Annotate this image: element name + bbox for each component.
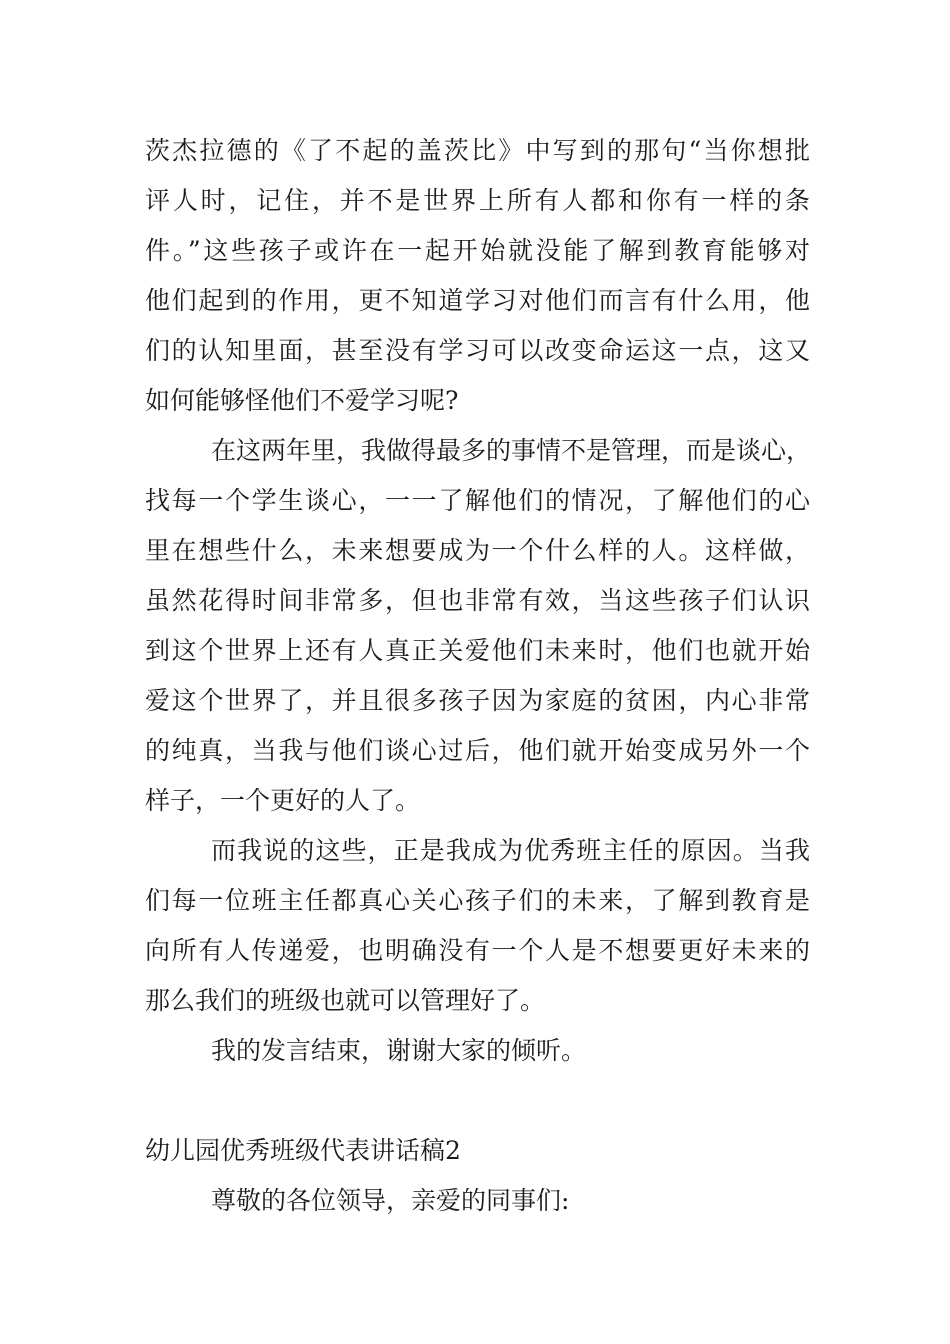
text-line: 如何能够怪他们不爱学习呢?: [145, 386, 459, 415]
text-line: 那么我们的班级也就可以管理好了。: [145, 986, 546, 1015]
text-line: 评人时，记住，并不是世界上所有人都和你有一样的条: [145, 186, 810, 215]
text-line: 我的发言结束，谢谢大家的倾听。: [211, 1036, 587, 1065]
paragraph: [145, 126, 810, 426]
section-title: 幼儿园优秀班级代表讲话稿2: [145, 1136, 461, 1165]
text-line: 样子，一个更好的人了。: [145, 786, 421, 815]
text-line: 件。”这些孩子或许在一起开始就没能了解到教育能够对: [145, 236, 810, 265]
text-line: 而我说的这些，正是我成为优秀班主任的原因。当我: [211, 836, 810, 865]
text-line: 茨杰拉德的《了不起的盖茨比》中写到的那句“当你想批: [145, 136, 810, 165]
paragraph: [145, 826, 810, 1026]
text-line: 们每一位班主任都真心关心孩子们的未来，了解到教育是: [145, 886, 810, 915]
greeting: 尊敬的各位领导，亲爱的同事们:: [211, 1186, 570, 1215]
paragraph: [145, 1026, 810, 1076]
text-line: 他们起到的作用，更不知道学习对他们而言有什么用，他: [145, 286, 810, 315]
text-line: 的纯真，当我与他们谈心过后，他们就开始变成另外一个: [145, 736, 810, 765]
text-line: 在这两年里，我做得最多的事情不是管理，而是谈心，: [211, 436, 812, 465]
blank-line: [145, 1076, 810, 1126]
text-line: 里在想些什么，未来想要成为一个什么样的人。这样做，: [145, 536, 810, 565]
document-body: [145, 126, 810, 1226]
text-line: 向所有人传递爱，也明确没有一个人是不想要更好未来的: [145, 936, 810, 965]
text-line: 们的认知里面，甚至没有学习可以改变命运这一点，这又: [145, 336, 810, 365]
paragraph: [145, 426, 810, 826]
text-line: 到这个世界上还有人真正关爱他们未来时，他们也就开始: [145, 636, 810, 665]
text-line: 找每一个学生谈心，一一了解他们的情况，了解他们的心: [145, 486, 810, 515]
text-line: 爱这个世界了，并且很多孩子因为家庭的贫困，内心非常: [145, 686, 810, 715]
text-line: 虽然花得时间非常多，但也非常有效，当这些孩子们认识: [145, 586, 810, 615]
